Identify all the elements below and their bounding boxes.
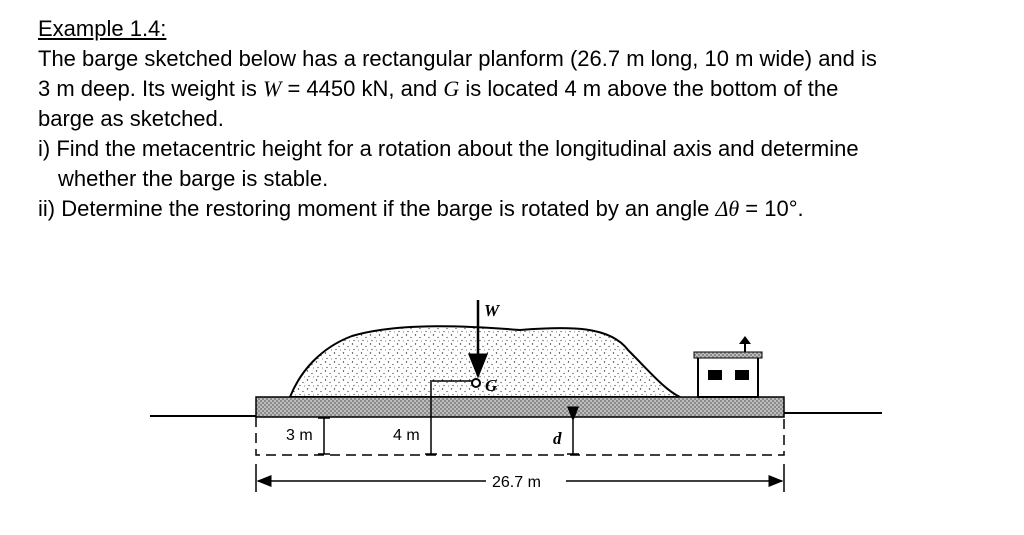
- angle-symbol: Δθ: [715, 196, 740, 221]
- cabin-roof: [694, 352, 762, 358]
- g-point: [472, 379, 480, 387]
- weight-symbol: W: [263, 76, 282, 101]
- barge-deck: [256, 397, 784, 417]
- draft-label: d: [553, 429, 562, 448]
- center-label: G: [485, 376, 498, 395]
- hull-outline: [256, 417, 784, 455]
- cabin-window-right: [735, 370, 749, 380]
- part-1-line-1: i) Find the metacentric height for a rotation about the longitudinal axis and determine: [38, 136, 859, 161]
- mast-icon: [739, 336, 751, 344]
- example-title: Example 1.4:: [38, 16, 167, 41]
- depth-label: 3 m: [286, 427, 313, 444]
- part-1-line-2: whether the barge is stable.: [58, 166, 329, 191]
- problem-line-3: barge as sketched.: [38, 106, 224, 131]
- part-2-text-b: = 10°.: [739, 196, 804, 221]
- line2-text-b: = 4450 kN, and: [281, 76, 444, 101]
- cabin-window-left: [708, 370, 722, 380]
- center-symbol: G: [443, 76, 460, 101]
- part-2-text-a: ii) Determine the restoring moment if the barge is rotated by an angle: [38, 196, 716, 221]
- line2-text-a: 3 m deep. Its weight is: [38, 76, 263, 101]
- weight-label: W: [484, 301, 500, 320]
- length-label: 26.7 m: [492, 474, 541, 491]
- problem-line-1: The barge sketched below has a rectangular planform (26.7 m long, 10 m wide) and is: [38, 46, 877, 71]
- line2-text-c: is located 4 m above the bottom of the: [459, 76, 839, 101]
- g-height-label: 4 m: [393, 427, 420, 444]
